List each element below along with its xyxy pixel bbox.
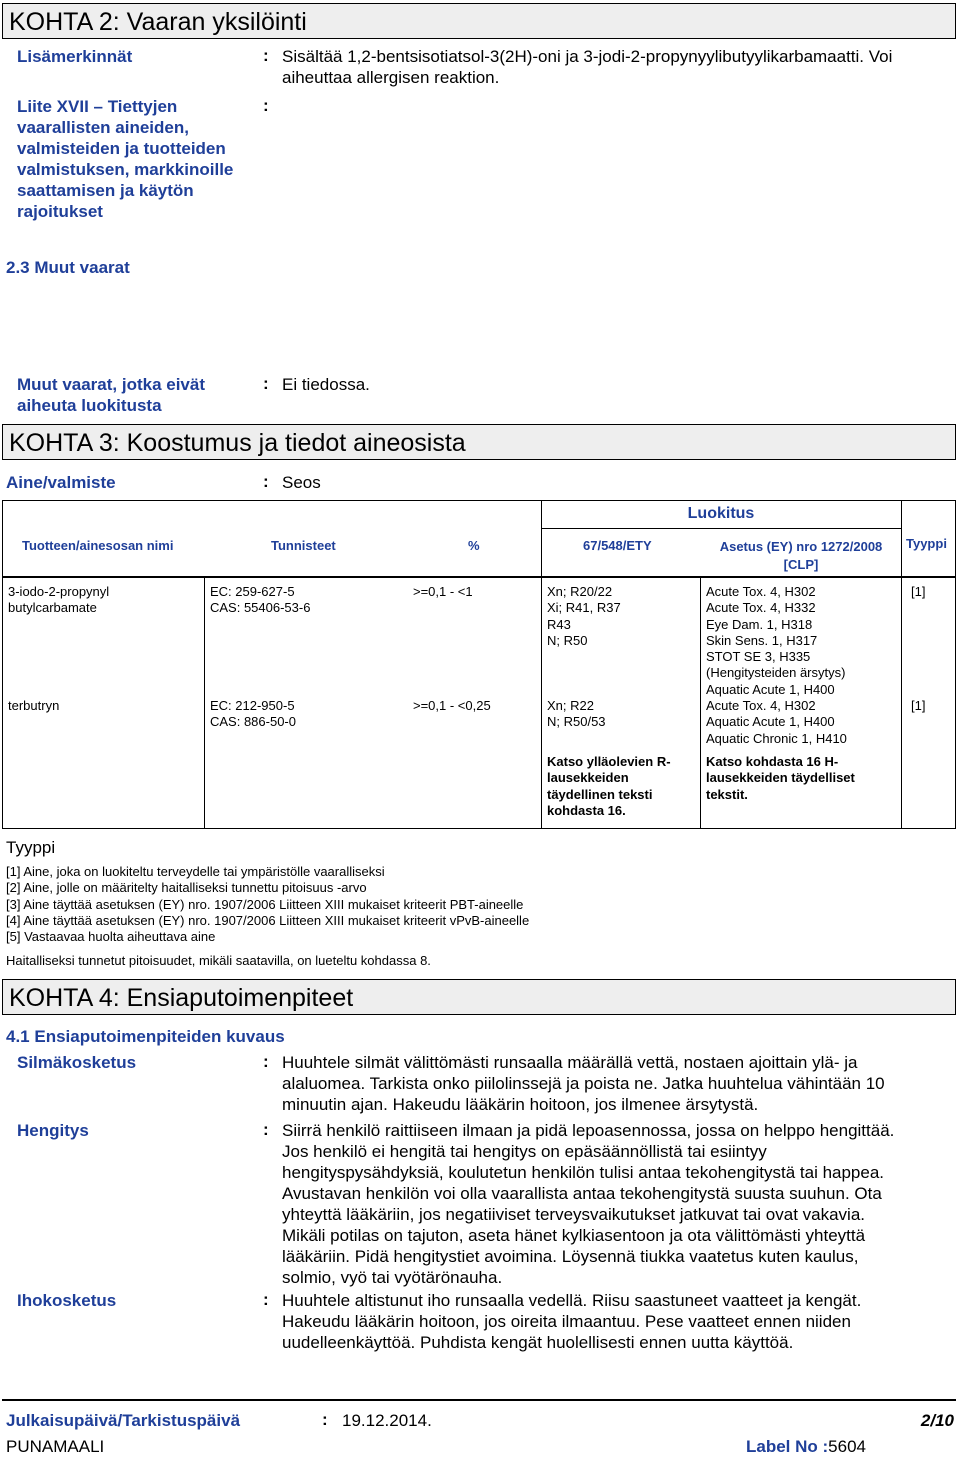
label-no-label: Label No : (746, 1437, 829, 1456)
text-line: Huuhtele silmät välittömästi runsaalla määrällä vettä, nostaen ajoittain ylä- ja (282, 1053, 858, 1072)
col-header-name: Tuotteen/ainesosan nimi (22, 538, 174, 553)
colon: : (263, 374, 269, 393)
text-line: [2] Aine, jolle on määritelty haitalliseksi tunnettu pitoisuus -arvo (6, 880, 367, 896)
text-line: kohdasta 16. (547, 802, 626, 818)
text-line: aiheuttaa allergisen reaktion. (282, 68, 500, 87)
text-line: uudelleenkäyttöä. Puhdista kengät huolellisesti ennen uutta käyttöä. (282, 1333, 794, 1352)
text-line: Avustavan henkilön voi olla vaarallista antaa tekohengitystä suusta suuhun. Ota (282, 1184, 882, 1203)
section-3-title: KOHTA 3: Koostumus ja tiedot aineosista (9, 429, 466, 457)
limits-note: Haitalliseksi tunnetut pitoisuudet, mikäli saatavilla, on lueteltu kohdassa 8. (6, 953, 431, 968)
lisamerkinnat-label: Lisämerkinnät (17, 47, 133, 66)
text-line: Muut vaarat, jotka eivät (17, 375, 206, 394)
row2-clp (706, 698, 847, 747)
divider (901, 577, 902, 829)
text-line: valmisteiden ja tuotteiden (17, 139, 226, 158)
text-line: [3] Aine täyttää asetuksen (EY) nro. 1907/2006 Liitteen XIII mukaiset kriteerit PBT-aineelle (6, 896, 524, 912)
text-line: EC: 212-950-5 (210, 698, 295, 713)
text-line: Huuhtele altistunut iho runsaalla vedellä. Riisu saastuneet vaatteet ja kengät. (282, 1291, 862, 1310)
text-line: Acute Tox. 4, H332 (706, 600, 816, 616)
hengitys-text (282, 1120, 957, 1288)
row2-name: terbutryn (8, 698, 60, 713)
aine-valmiste-value: Seos (282, 473, 321, 492)
tyyppi-legend (6, 864, 529, 945)
text-line: lääkäriin. Pidä hengitystiet avoimina. Löysennä tiukka vaatetus kuten kaulus, (282, 1247, 859, 1266)
col-header-67-548-ety: 67/548/ETY (583, 538, 652, 553)
text-line: minuutin ajan. Hakeudu lääkärin hoitoon, jos ilmenee ärsytystä. (282, 1095, 759, 1114)
text-line: Acute Tox. 4, H302 (706, 698, 816, 713)
row2-67-548-ety (547, 698, 606, 731)
text-line: Sisältää 1,2-bentsisotiatsol-3(2H)-oni ja 3-jodi-2-propynyylibutyylikarbamaatti. Voi (282, 47, 893, 66)
section-4-header (2, 979, 956, 1015)
text-line: lausekkeiden (547, 770, 629, 786)
colon: : (263, 1120, 269, 1139)
r-phrases-note (547, 754, 671, 819)
col-header-type: Tyyppi (906, 536, 947, 551)
text-line: butylcarbamate (8, 600, 97, 616)
text-line: N; R50 (547, 632, 588, 648)
footer-date-label: Julkaisupäivä/Tarkistuspäivä (6, 1411, 241, 1430)
muut-vaarat-value: Ei tiedossa. (282, 375, 370, 394)
text-line: aiheuta luokitusta (17, 396, 162, 415)
text-line: Acute Tox. 4, H302 (706, 584, 816, 599)
row1-ids (210, 584, 310, 617)
col-header-clp (706, 538, 896, 574)
ihokosketus-label: Ihokosketus (17, 1291, 117, 1310)
text-line: alaluomea. Tarkista onko piilolinssejä ja poista ne. Jatka huuhtelua vähintään 10 (282, 1074, 885, 1093)
row1-clp (706, 584, 845, 698)
text-line: tekstit. (706, 786, 748, 802)
text-line: Xn; R22 (547, 698, 594, 713)
divider (901, 500, 902, 577)
text-line: R43 (547, 616, 571, 632)
text-line: [1] Aine, joka on luokiteltu terveydelle tai ympäristölle vaaralliseksi (6, 864, 385, 879)
text-line: yhteyttä lääkäriin, jos negatiiviset terveysvaikutukset jatkuvat tai ovat vakavia. (282, 1205, 866, 1224)
footer-date-value: 19.12.2014. (342, 1411, 432, 1430)
text-line: CAS: 55406-53-6 (210, 600, 311, 616)
hengitys-label: Hengitys (17, 1121, 89, 1140)
text-line: (Hengitysteiden ärsytys) (706, 665, 846, 681)
text-line: Xi; R41, R37 (547, 600, 621, 616)
text-line: EC: 259-627-5 (210, 584, 295, 599)
label-no-value: 5604 (828, 1437, 866, 1456)
col-header-percent: % (468, 538, 480, 553)
text-line: Mikäli potilas on tajuton, aseta hänet kylkiasentoon ja ota välittömästi yhteyttä (282, 1226, 866, 1245)
text-line: Hakeudu lääkärin hoitoon, jos oireita ilmaantuu. Pese vaatteet ennen niiden (282, 1312, 851, 1331)
divider (204, 577, 205, 829)
row2-percent: >=0,1 - <0,25 (413, 698, 491, 713)
subsection-2-3-title: 2.3 Muut vaarat (6, 258, 130, 277)
colon: : (263, 96, 269, 115)
text-line: STOT SE 3, H335 (706, 649, 811, 665)
colon: : (322, 1410, 328, 1429)
footer-rule (2, 1399, 956, 1401)
text-line: valmistuksen, markkinoille (17, 160, 234, 179)
text-line: Katso ylläolevien R- (547, 754, 671, 769)
muut-vaarat-label (17, 374, 257, 416)
text-line: solmio, vyö tai vyötärönauha. (282, 1268, 503, 1287)
row2-ids (210, 698, 296, 731)
text-line: Eye Dam. 1, H318 (706, 616, 813, 632)
row1-type: [1] (911, 584, 926, 599)
colon: : (263, 472, 269, 491)
text-line: Liite XVII – Tiettyjen (17, 97, 178, 116)
colon: : (263, 46, 269, 65)
text-line: [5] Vastaavaa huolta aiheuttava aine (6, 929, 216, 945)
text-line: Skin Sens. 1, H317 (706, 632, 818, 648)
text-line: Aquatic Acute 1, H400 (706, 714, 835, 730)
silmakosketus-label: Silmäkosketus (17, 1053, 137, 1072)
text-line: N; R50/53 (547, 714, 606, 730)
lisamerkinnat-value (282, 46, 952, 88)
colon: : (263, 1052, 269, 1071)
liite-xvii-label (17, 96, 257, 222)
text-line: Aquatic Chronic 1, H410 (706, 730, 847, 746)
divider (700, 577, 701, 829)
text-line: täydellinen teksti (547, 786, 653, 802)
text-line: lausekkeiden täydelliset (706, 770, 855, 786)
silmakosketus-text (282, 1052, 957, 1115)
row1-percent: >=0,1 - <1 (413, 584, 473, 599)
aine-valmiste-label: Aine/valmiste (6, 473, 116, 492)
text-line: Katso kohdasta 16 H- (706, 754, 839, 769)
tyyppi-title: Tyyppi (6, 838, 56, 857)
section-3-header (2, 424, 956, 460)
colon: : (263, 1290, 269, 1309)
divider (541, 528, 901, 529)
text-line: rajoitukset (17, 202, 103, 221)
h-phrases-note (706, 754, 855, 803)
row1-name (8, 584, 109, 617)
text-line: CAS: 886-50-0 (210, 714, 296, 730)
text-line: Xn; R20/22 (547, 584, 613, 599)
page-number: 2/10 (920, 1411, 954, 1430)
label-no (746, 1437, 866, 1457)
product-name: PUNAMAALI (6, 1437, 105, 1456)
divider (541, 577, 542, 829)
text-line: 3-iodo-2-propynyl (8, 584, 110, 599)
text-line: Aquatic Acute 1, H400 (706, 681, 835, 697)
section-2-title: KOHTA 2: Vaaran yksilöinti (9, 8, 307, 36)
text-line: Jos henkilö ei hengitä tai hengitys on epäsäännöllistä tai esiintyy (282, 1142, 767, 1161)
section-4-title: KOHTA 4: Ensiaputoimenpiteet (9, 984, 354, 1012)
subsection-4-1-title: 4.1 Ensiaputoimenpiteiden kuvaus (6, 1027, 285, 1046)
text-line: saattamisen ja käytön (17, 181, 194, 200)
ihokosketus-text (282, 1290, 957, 1353)
text-line: vaarallisten aineiden, (17, 118, 189, 137)
section-2-header (2, 3, 956, 39)
luokitus-header: Luokitus (687, 505, 755, 522)
col-header-ids: Tunnisteet (271, 538, 336, 553)
text-line: Asetus (EY) nro 1272/2008 (719, 539, 883, 554)
text-line: Siirrä henkilö raittiiseen ilmaan ja pidä lepoasennossa, jossa on helppo hengittää. (282, 1121, 895, 1140)
text-line: [CLP] (783, 557, 819, 572)
row1-67-548-ety (547, 584, 621, 649)
text-line: hengityspysähdyksiä, koulutetun henkilön tulisi antaa tekohengitystä tai happea. (282, 1163, 885, 1182)
text-line: [4] Aine täyttää asetuksen (EY) nro. 1907/2006 Liitteen XIII mukaiset kriteerit vPvB-aineelle (6, 912, 530, 928)
row2-type: [1] (911, 698, 926, 713)
